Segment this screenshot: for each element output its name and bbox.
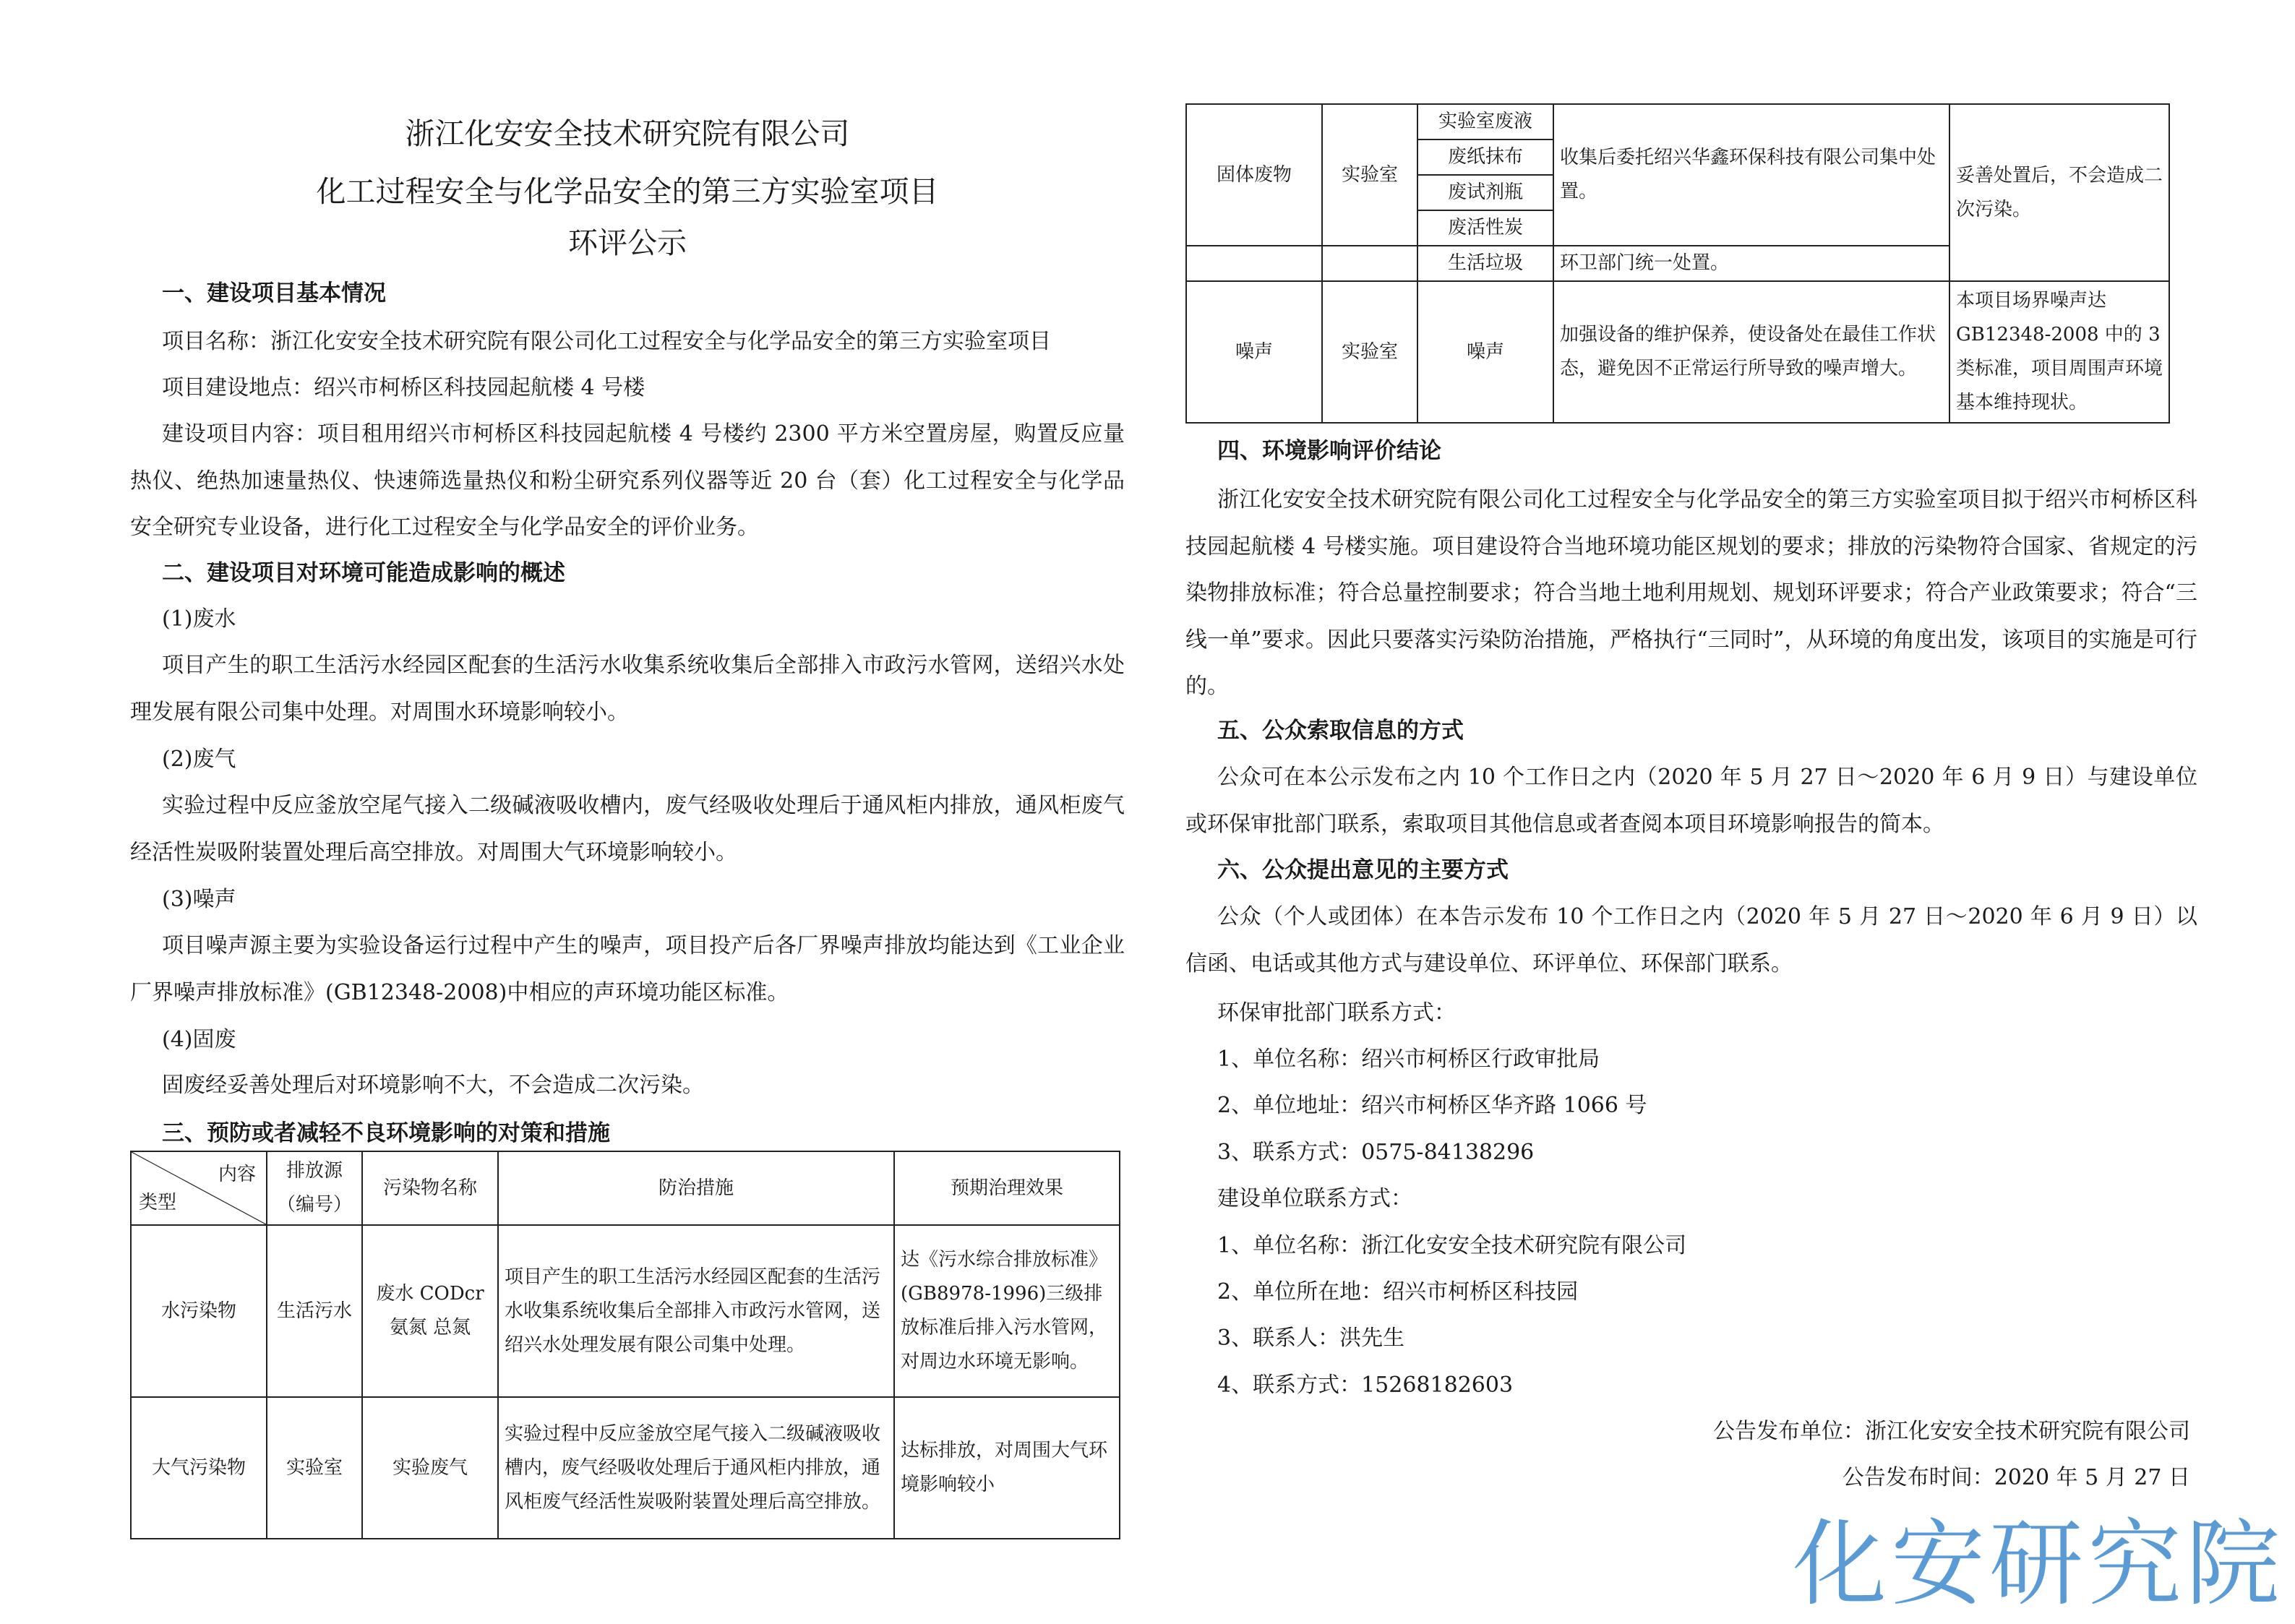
- info-request-text: 公众可在本公示发布之内 10 个工作日之内（2020 年 5 月 27 日～2020 年 6 月 9 日）与建设单位或环保审批部门联系，索取项目其他信息或者查阅本项目环境影响报告的简本。: [1185, 765, 2197, 837]
- air-row-pollutant: 实验废气: [362, 1397, 498, 1539]
- air-row-type: 大气污染物: [131, 1397, 267, 1539]
- solid-row-measure-2: 环卫部门统一处置。: [1553, 246, 1949, 281]
- solid-row-type: 固体废物: [1186, 104, 1322, 246]
- solid-waste-subheading: (4)固废: [162, 1027, 236, 1052]
- company-location: 2、单位所在地：绍兴市柯桥区科技园: [1217, 1279, 1579, 1305]
- epb-address: 2、单位地址：绍兴市柯桥区华齐路 1066 号: [1217, 1093, 1647, 1118]
- header-content-type: [131, 1151, 267, 1225]
- table-row: [131, 1397, 1120, 1539]
- section-6-heading: 六、公众提出意见的主要方式: [1217, 857, 1509, 883]
- water-row-type: 水污染物: [131, 1225, 267, 1397]
- waste-gas-text: 实验过程中反应釜放空尾气接入二级碱液吸收槽内，废气经吸收处理后于通风柜内排放，通风柜废气经活性炭吸附装置处理后高空排放。对周围大气环境影响较小。: [130, 793, 1125, 865]
- waste-gas-subheading: (2)废气: [162, 747, 236, 772]
- company-name: 1、单位名称：浙江化安安全技术研究院有限公司: [1217, 1233, 1687, 1258]
- contact-person: 3、联系人：洪先生: [1217, 1326, 1405, 1351]
- doc-title-project: 化工过程安全与化学品安全的第三方实验室项目: [316, 174, 939, 209]
- publisher: 公告发布单位：浙江化安安全技术研究院有限公司: [1713, 1419, 2190, 1444]
- water-row-measure: 项目产生的职工生活污水经园区配套的生活污水收集系统收集后全部排入市政污水管网，送绍兴水处理发展有限公司集中处理。: [498, 1225, 894, 1397]
- solid-pollutant-1: 实验室废液: [1417, 104, 1553, 139]
- water-row-effect: 达《污水综合排放标准》(GB8978-1996)三级排放标准后排入污水管网，对周边水环境无影响。: [894, 1225, 1120, 1397]
- section-1-heading: 一、建设项目基本情况: [162, 280, 386, 306]
- table-row: [131, 1225, 1120, 1397]
- solid-row-type-cont: [1186, 246, 1322, 281]
- header-type: 类型: [139, 1192, 177, 1213]
- header-effect: 预期治理效果: [894, 1151, 1120, 1225]
- noise-row-pollutant: 噪声: [1417, 281, 1553, 423]
- epb-phone: 3、联系方式：0575-84138296: [1217, 1140, 1535, 1165]
- solid-waste-text: 固废经妥善处理后对环境影响不大，不会造成二次污染。: [162, 1073, 704, 1098]
- conclusion-text: 浙江化安安全技术研究院有限公司化工过程安全与化学品安全的第三方实验室项目拟于绍兴市柯桥区科技园起航楼 4 号楼实施。项目建设符合当地环境功能区规划的要求；排放的污染物符合国家、省规定的污染物排放标准；符合总量控制要求；符合当地土地利用规划、规划环评要求；符合产业政策要求；符合“三线一单”要求。因此只要落实污染防治措施，严格执行“三同时”，从环境的角度出发，该项目的实施是可行的。: [1185, 487, 2197, 699]
- air-row-source: 实验室: [267, 1397, 362, 1539]
- noise-row-type: 噪声: [1186, 281, 1322, 423]
- air-row-measure: 实验过程中反应釜放空尾气接入二级碱液吸收槽内，废气经吸收处理后于通风柜内排放，通风柜废气经活性炭吸附装置处理后高空排放。: [498, 1397, 894, 1539]
- water-row-pollutant: 废水 CODcr 氨氮 总氮: [362, 1225, 498, 1397]
- table-header-row: [131, 1151, 1120, 1225]
- project-location: 项目建设地点：绍兴市柯桥区科技园起航楼 4 号楼: [162, 375, 645, 400]
- noise-row-effect: 本项目场界噪声达 GB12348-2008 中的 3 类标准，项目周围声环境基本维持现状。: [1949, 281, 2169, 423]
- header-measure: 防治措施: [498, 1151, 894, 1225]
- header-content: 内容: [218, 1164, 256, 1185]
- solid-row-effect: 妥善处置后，不会造成二次污染。: [1949, 104, 2169, 281]
- header-source: 排放源（编号）: [267, 1151, 362, 1225]
- measures-table: [130, 1151, 1120, 1539]
- water-row-source: 生活污水: [267, 1225, 362, 1397]
- table-row: [1186, 104, 2169, 139]
- project-name: 项目名称：浙江化安安全技术研究院有限公司化工过程安全与化学品安全的第三方实验室项目: [162, 329, 1051, 354]
- solid-row-measure-1: 收集后委托绍兴华鑫环保科技有限公司集中处置。: [1553, 104, 1949, 246]
- epb-contact-title: 环保审批部门联系方式：: [1217, 1000, 1456, 1026]
- header-pollutant: 污染物名称: [362, 1151, 498, 1225]
- section-3-heading: 三、预防或者减轻不良环境影响的对策和措施: [162, 1120, 610, 1146]
- noise-row-source: 实验室: [1322, 281, 1417, 423]
- solid-row-source-cont: [1322, 246, 1417, 281]
- publish-date: 公告发布时间：2020 年 5 月 27 日: [1842, 1465, 2190, 1490]
- company-contact-title: 建设单位联系方式：: [1217, 1186, 1412, 1211]
- air-row-effect: 达标排放，对周围大气环境影响较小: [894, 1397, 1120, 1539]
- noise-row-measure: 加强设备的维护保养，使设备处在最佳工作状态，避免因不正常运行所导致的噪声增大。: [1553, 281, 1949, 423]
- section-4-heading: 四、环境影响评价结论: [1217, 438, 1441, 464]
- solid-pollutant-5: 生活垃圾: [1417, 246, 1553, 281]
- project-content: 建设项目内容：项目租用绍兴市柯桥区科技园起航楼 4 号楼约 2300 平方米空置房屋，购置反应量热仪、绝热加速量热仪、快速筛选量热仪和粉尘研究系列仪器等近 20 台（套）化工过程安全与化学品安全研究专业设备，进行化工过程安全与化学品安全的评价业务。: [130, 421, 1125, 540]
- solid-pollutant-2: 废纸抹布: [1417, 139, 1553, 175]
- solid-pollutant-3: 废试剂瓶: [1417, 175, 1553, 210]
- contact-phone: 4、联系方式：15268182603: [1217, 1372, 1514, 1398]
- doc-title-notice: 环评公示: [568, 225, 687, 260]
- epb-unit-name: 1、单位名称：绍兴市柯桥区行政审批局: [1217, 1047, 1600, 1072]
- section-2-heading: 二、建设项目对环境可能造成影响的概述: [162, 560, 565, 586]
- noise-subheading: (3)噪声: [162, 887, 236, 912]
- doc-title-company: 浙江化安安全技术研究院有限公司: [405, 116, 850, 151]
- wastewater-text: 项目产生的职工生活污水经园区配套的生活污水收集系统收集后全部排入市政污水管网，送绍兴水处理发展有限公司集中处理。对周围水环境影响较小。: [130, 653, 1125, 725]
- opinion-text: 公众（个人或团体）在本告示发布 10 个工作日之内（2020 年 5 月 27 日～2020 年 6 月 9 日）以信函、电话或其他方式与建设单位、环评单位、环保部门联系。: [1185, 904, 2197, 976]
- solid-pollutant-4: 废活性炭: [1417, 210, 1553, 246]
- watermark-text: 化安研究院: [1793, 1509, 2285, 1619]
- table-row: [1186, 281, 2169, 423]
- solid-row-source: 实验室: [1322, 104, 1417, 246]
- measures-table-continued: [1185, 103, 2170, 424]
- noise-text: 项目噪声源主要为实验设备运行过程中产生的噪声，项目投产后各厂界噪声排放均能达到《工业企业厂界噪声排放标准》(GB12348-2008)中相应的声环境功能区标准。: [130, 933, 1125, 1005]
- section-5-heading: 五、公众索取信息的方式: [1217, 718, 1464, 744]
- wastewater-subheading: (1)废水: [162, 606, 236, 632]
